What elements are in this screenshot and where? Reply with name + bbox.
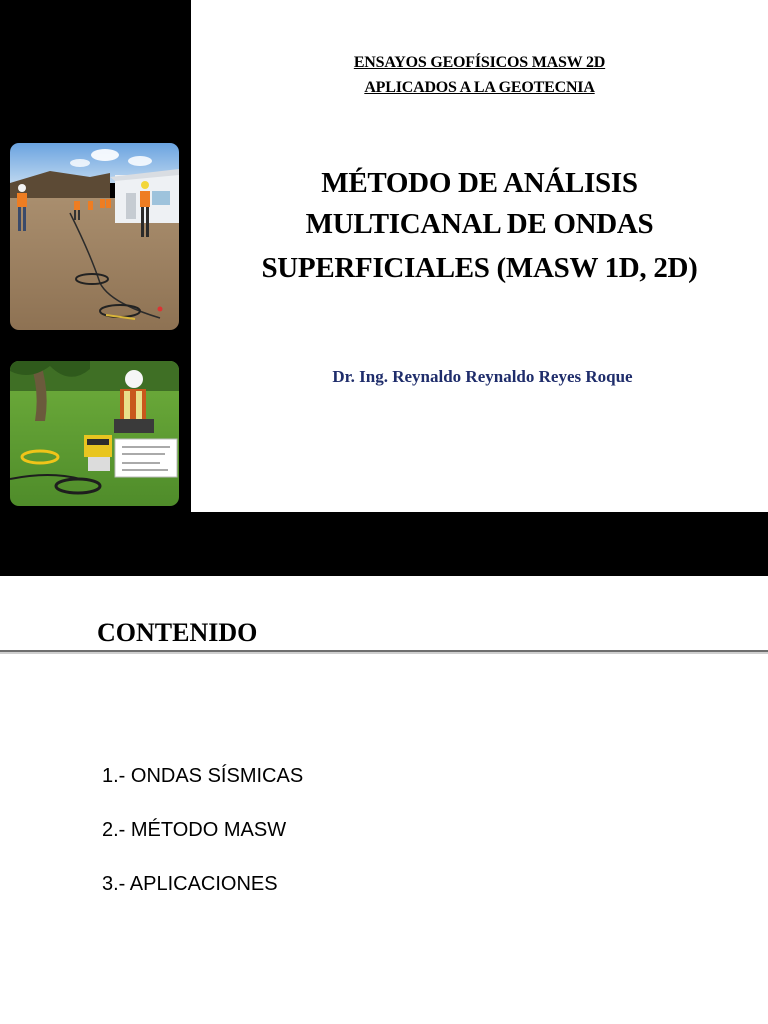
grass-survey-photo	[10, 361, 179, 506]
field-survey-photo	[10, 143, 179, 330]
contents-item-metodo-masw: 2.- MÉTODO MASW	[102, 819, 287, 841]
contents-item-aplicaciones: 3.- APLICACIONES	[102, 873, 278, 895]
contents-item-ondas-sismicas: 1.- ONDAS SÍSMICAS	[102, 765, 304, 787]
author-name: Dr. Ing. Reynaldo Reynaldo Reyes Roque	[332, 367, 633, 386]
title-panel	[191, 0, 768, 512]
subtitle-line-1: ENSAYOS GEOFÍSICOS MASW 2D	[353, 54, 606, 71]
contents-title: CONTENIDO	[97, 618, 258, 647]
subtitle-line-2: APLICADOS A LA GEOTECNIA	[364, 79, 595, 96]
main-title-line-1: MÉTODO DE ANÁLISIS	[321, 167, 638, 199]
main-title-line-3: SUPERFICIALES (MASW 1D, 2D)	[261, 252, 698, 284]
contents-list	[102, 764, 303, 926]
main-title-line-2: MULTICANAL DE ONDAS	[305, 208, 654, 240]
contents-slide	[0, 576, 768, 1024]
title-divider-shadow	[0, 652, 768, 654]
